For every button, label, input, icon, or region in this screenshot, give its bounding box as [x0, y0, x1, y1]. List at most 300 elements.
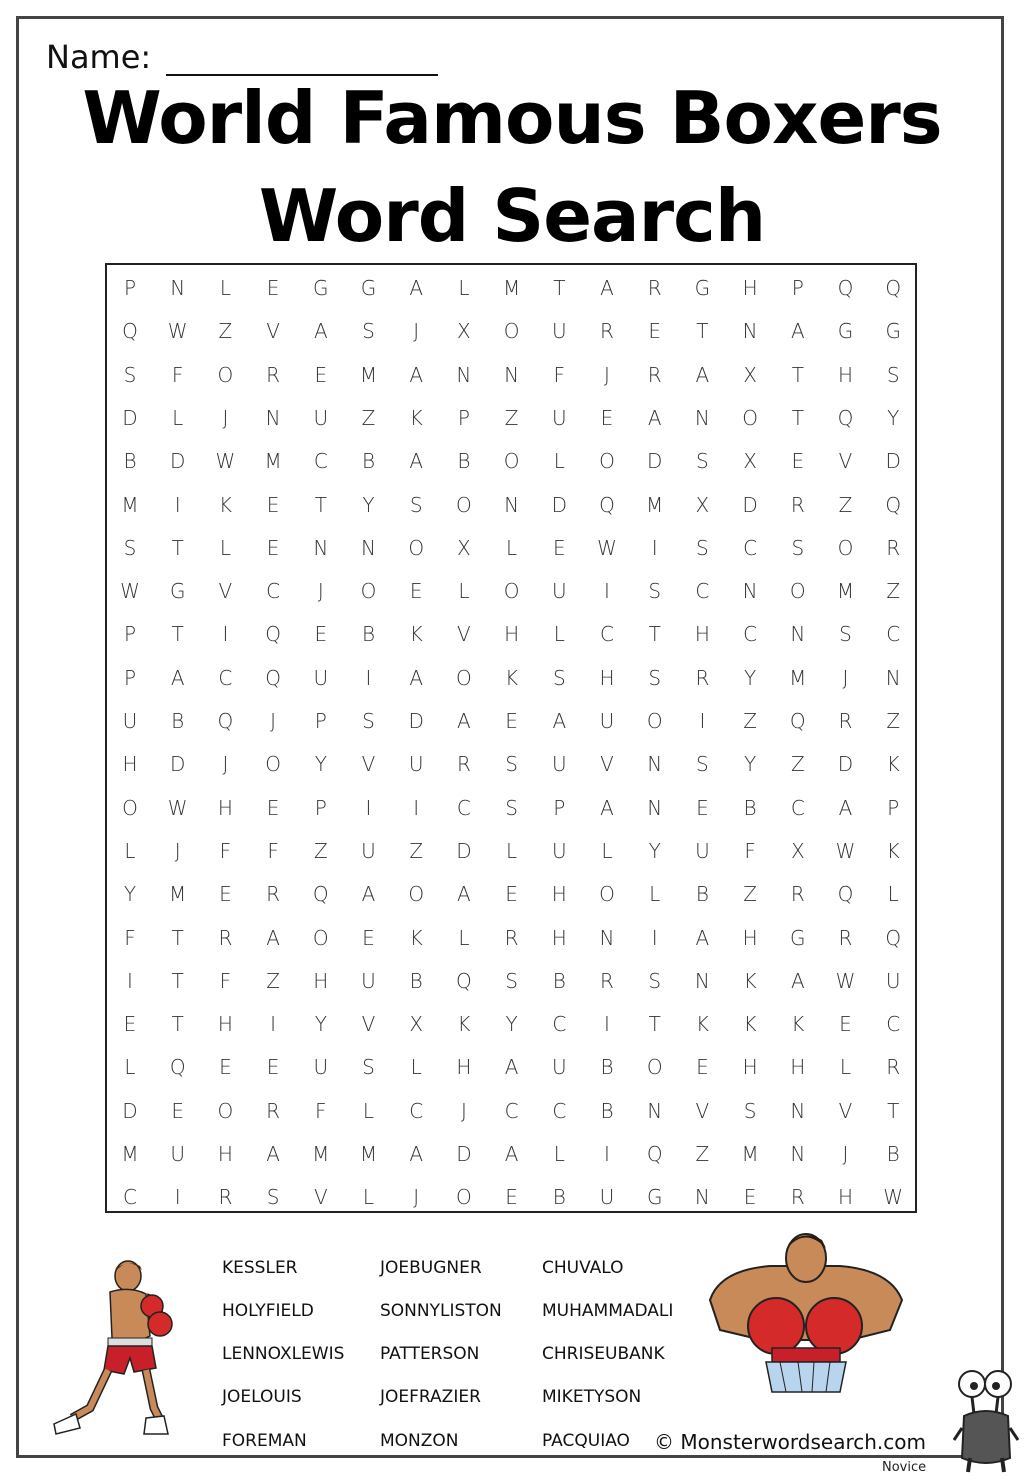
grid-letter[interactable]: Q — [456, 968, 472, 993]
grid-letter[interactable]: K — [409, 405, 423, 430]
grid-letter[interactable]: A — [695, 362, 710, 387]
grid-letter[interactable]: A — [313, 319, 328, 344]
grid-letter[interactable]: Y — [743, 665, 757, 690]
grid-letter[interactable]: X — [409, 1012, 424, 1037]
grid-letter[interactable]: C — [886, 622, 901, 647]
grid-letter[interactable]: E — [266, 535, 280, 560]
grid-letter[interactable]: L — [124, 838, 136, 863]
grid-letter[interactable]: K — [457, 1012, 471, 1037]
grid-letter[interactable]: K — [409, 622, 423, 647]
grid-letter[interactable]: I — [270, 1012, 277, 1037]
grid-letter[interactable]: R — [218, 925, 233, 950]
grid-letter[interactable]: E — [791, 449, 805, 474]
grid-letter[interactable]: R — [504, 925, 519, 950]
grid-letter[interactable]: Y — [314, 752, 327, 777]
grid-letter[interactable]: E — [219, 1055, 232, 1080]
grid-letter[interactable]: S — [696, 535, 709, 560]
grid-letter[interactable]: M — [359, 362, 378, 387]
grid-letter[interactable]: A — [695, 925, 710, 950]
grid-letter[interactable]: H — [742, 276, 758, 300]
grid-letter[interactable]: V — [838, 1098, 853, 1123]
grid-letter[interactable]: B — [123, 449, 137, 474]
grid-letter[interactable]: Q — [265, 665, 281, 690]
grid-letter[interactable]: R — [600, 968, 614, 993]
grid-letter[interactable]: Z — [313, 838, 328, 863]
grid-letter[interactable]: W — [835, 968, 856, 993]
grid-letter[interactable]: A — [600, 795, 614, 820]
grid-letter[interactable]: Z — [743, 709, 757, 733]
grid-letter[interactable]: L — [172, 405, 184, 430]
grid-letter[interactable]: D — [456, 1142, 472, 1166]
grid-letter[interactable]: Y — [362, 492, 375, 517]
grid-letter[interactable]: S — [123, 535, 137, 560]
grid-letter[interactable]: M — [789, 665, 807, 690]
grid-letter[interactable]: O — [217, 1098, 234, 1123]
grid-letter[interactable]: A — [409, 276, 424, 300]
grid-letter[interactable]: B — [743, 795, 757, 820]
grid-letter[interactable]: L — [458, 925, 470, 950]
grid-letter[interactable]: C — [266, 579, 281, 604]
grid-letter[interactable]: U — [551, 319, 567, 344]
grid-letter[interactable]: S — [839, 622, 852, 647]
grid-letter[interactable]: T — [648, 1012, 661, 1037]
grid-letter[interactable]: Y — [743, 752, 757, 777]
grid-letter[interactable]: G — [360, 276, 377, 300]
grid-letter[interactable]: S — [648, 665, 662, 690]
grid-letter[interactable]: I — [604, 1142, 610, 1166]
grid-letter[interactable]: L — [506, 535, 518, 560]
grid-letter[interactable]: L — [553, 1142, 565, 1166]
grid-letter[interactable]: O — [599, 882, 615, 907]
grid-letter[interactable]: C — [409, 1098, 424, 1123]
grid-letter[interactable]: M — [169, 882, 187, 907]
grid-letter[interactable]: T — [553, 276, 566, 300]
grid-letter[interactable]: Z — [838, 492, 853, 517]
grid-letter[interactable]: H — [694, 622, 710, 647]
grid-letter[interactable]: E — [600, 405, 614, 430]
grid-letter[interactable]: A — [170, 665, 185, 690]
grid-letter[interactable]: Z — [886, 709, 901, 733]
grid-letter[interactable]: N — [647, 1098, 663, 1123]
grid-letter[interactable]: Q — [837, 405, 854, 430]
grid-letter[interactable]: M — [836, 579, 855, 604]
grid-letter[interactable]: E — [696, 795, 709, 820]
grid-letter[interactable]: U — [551, 579, 567, 604]
grid-letter[interactable]: S — [409, 492, 423, 517]
grid-letter[interactable]: S — [505, 795, 518, 820]
grid-letter[interactable]: H — [217, 1012, 233, 1037]
grid-letter[interactable]: S — [362, 319, 375, 344]
grid-letter[interactable]: D — [456, 838, 472, 863]
grid-letter[interactable]: L — [553, 622, 565, 647]
grid-letter[interactable]: N — [790, 1142, 806, 1166]
grid-letter[interactable]: K — [409, 925, 423, 950]
grid-letter[interactable]: U — [170, 1142, 185, 1166]
grid-letter[interactable]: U — [361, 968, 376, 993]
grid-letter[interactable]: Y — [314, 1012, 327, 1037]
grid-letter[interactable]: W — [597, 535, 617, 560]
grid-letter[interactable]: V — [457, 622, 471, 647]
grid-letter[interactable]: E — [505, 1185, 518, 1210]
grid-letter[interactable]: D — [169, 752, 186, 777]
grid-letter[interactable]: P — [123, 665, 137, 690]
grid-letter[interactable]: L — [458, 579, 470, 604]
grid-letter[interactable]: J — [174, 838, 181, 863]
grid-letter[interactable]: F — [219, 968, 232, 993]
grid-letter[interactable]: B — [409, 968, 423, 993]
grid-letter[interactable]: L — [887, 882, 899, 907]
grid-letter[interactable]: G — [169, 579, 186, 604]
grid-letter[interactable]: H — [551, 925, 567, 950]
grid-letter[interactable]: Z — [743, 882, 757, 907]
grid-letter[interactable]: Q — [837, 882, 854, 907]
grid-letter[interactable]: O — [646, 709, 663, 733]
grid-letter[interactable]: J — [317, 579, 324, 604]
grid-letter[interactable]: T — [171, 622, 184, 647]
grid-letter[interactable]: O — [837, 535, 854, 560]
grid-letter[interactable]: I — [604, 579, 610, 604]
grid-letter[interactable]: T — [171, 968, 184, 993]
grid-letter[interactable]: I — [604, 1012, 610, 1037]
grid-letter[interactable]: U — [551, 838, 567, 863]
grid-letter[interactable]: N — [361, 535, 376, 560]
grid-letter[interactable]: W — [167, 319, 188, 344]
grid-letter[interactable]: S — [505, 752, 518, 777]
grid-letter[interactable]: E — [266, 276, 280, 300]
grid-letter[interactable]: L — [219, 276, 231, 300]
grid-letter[interactable]: X — [743, 362, 757, 387]
grid-letter[interactable]: H — [742, 925, 758, 950]
grid-letter[interactable]: X — [695, 492, 710, 517]
grid-letter[interactable]: P — [314, 795, 327, 820]
grid-letter[interactable]: J — [413, 1185, 420, 1210]
grid-letter[interactable]: I — [365, 665, 372, 690]
grid-letter[interactable]: G — [694, 276, 711, 300]
grid-letter[interactable]: H — [742, 1055, 758, 1080]
grid-letter[interactable]: Y — [505, 1012, 518, 1037]
grid-letter[interactable]: U — [599, 709, 615, 733]
grid-letter[interactable]: J — [222, 752, 229, 777]
grid-letter[interactable]: R — [456, 752, 471, 777]
grid-letter[interactable]: P — [314, 709, 327, 733]
grid-letter[interactable]: R — [218, 1185, 233, 1210]
grid-letter[interactable]: N — [265, 405, 281, 430]
grid-letter[interactable]: D — [742, 492, 758, 517]
grid-letter[interactable]: Q — [885, 276, 902, 300]
grid-letter[interactable]: K — [695, 1012, 709, 1037]
grid-letter[interactable]: K — [743, 968, 757, 993]
grid-letter[interactable]: P — [123, 276, 137, 300]
grid-letter[interactable]: U — [885, 968, 901, 993]
grid-letter[interactable]: L — [553, 449, 565, 474]
grid-letter[interactable]: S — [505, 968, 518, 993]
grid-letter[interactable]: J — [270, 709, 277, 733]
grid-letter[interactable]: Q — [789, 709, 806, 733]
grid-letter[interactable]: G — [313, 276, 329, 300]
grid-letter[interactable]: E — [314, 622, 328, 647]
grid-letter[interactable]: N — [694, 405, 710, 430]
grid-letter[interactable]: M — [741, 1142, 759, 1166]
grid-letter[interactable]: C — [790, 795, 805, 820]
grid-letter[interactable]: R — [266, 1098, 281, 1123]
grid-letter[interactable]: M — [502, 276, 521, 300]
grid-letter[interactable]: H — [504, 622, 520, 647]
grid-letter[interactable]: O — [217, 362, 234, 387]
grid-letter[interactable]: F — [744, 838, 756, 863]
grid-letter[interactable]: C — [552, 1098, 567, 1123]
grid-letter[interactable]: D — [885, 449, 901, 474]
grid-letter[interactable]: T — [791, 362, 804, 387]
grid-letter[interactable]: S — [648, 968, 662, 993]
grid-letter[interactable]: C — [456, 795, 471, 820]
grid-letter[interactable]: I — [222, 622, 229, 647]
grid-letter[interactable]: N — [647, 795, 663, 820]
grid-letter[interactable]: H — [837, 1185, 854, 1210]
grid-letter[interactable]: O — [456, 492, 472, 517]
grid-letter[interactable]: Z — [266, 968, 280, 993]
grid-letter[interactable]: Y — [887, 405, 900, 430]
grid-letter[interactable]: K — [743, 1012, 757, 1037]
grid-letter[interactable]: D — [122, 1098, 138, 1123]
grid-letter[interactable]: Q — [599, 492, 615, 517]
grid-letter[interactable]: L — [839, 1055, 852, 1080]
grid-letter[interactable]: R — [886, 1055, 901, 1080]
grid-letter[interactable]: Q — [169, 1055, 186, 1080]
grid-letter[interactable]: P — [887, 795, 900, 820]
grid-letter[interactable]: S — [123, 362, 137, 387]
grid-letter[interactable]: A — [790, 968, 805, 993]
grid-letter[interactable]: N — [504, 362, 520, 387]
grid-letter[interactable]: S — [552, 665, 566, 690]
grid-letter[interactable]: A — [266, 925, 280, 950]
grid-letter[interactable]: A — [409, 1142, 424, 1166]
grid-letter[interactable]: V — [695, 1098, 710, 1123]
grid-letter[interactable]: Z — [409, 838, 424, 863]
grid-letter[interactable]: V — [361, 752, 376, 777]
grid-letter[interactable]: R — [790, 492, 805, 517]
grid-letter[interactable]: R — [838, 925, 853, 950]
grid-letter[interactable]: H — [217, 795, 233, 820]
grid-letter[interactable]: L — [458, 276, 470, 300]
grid-letter[interactable]: Z — [218, 319, 233, 344]
grid-letter[interactable]: B — [171, 709, 185, 733]
grid-letter[interactable]: P — [457, 405, 470, 430]
grid-letter[interactable]: E — [409, 579, 423, 604]
grid-letter[interactable]: A — [600, 276, 614, 300]
grid-letter[interactable]: E — [839, 1012, 852, 1037]
grid-letter[interactable]: O — [265, 752, 281, 777]
grid-letter[interactable]: O — [646, 1055, 663, 1080]
grid-letter[interactable]: J — [222, 405, 229, 430]
grid-letter[interactable]: A — [457, 882, 471, 907]
grid-letter[interactable]: S — [743, 1098, 757, 1123]
grid-letter[interactable]: I — [127, 968, 133, 993]
grid-letter[interactable]: K — [505, 665, 519, 690]
grid-letter[interactable]: N — [694, 1185, 710, 1210]
grid-letter[interactable]: E — [314, 362, 328, 387]
grid-letter[interactable]: J — [604, 362, 610, 387]
grid-letter[interactable]: R — [647, 276, 662, 300]
grid-letter[interactable]: R — [790, 1185, 805, 1210]
grid-letter[interactable]: Z — [886, 579, 901, 604]
grid-letter[interactable]: A — [409, 449, 424, 474]
grid-letter[interactable]: W — [215, 449, 236, 474]
grid-letter[interactable]: M — [264, 449, 282, 474]
grid-letter[interactable]: U — [313, 1055, 329, 1080]
grid-letter[interactable]: R — [886, 535, 901, 560]
grid-letter[interactable]: A — [409, 665, 424, 690]
grid-letter[interactable]: H — [837, 362, 854, 387]
grid-letter[interactable]: O — [122, 795, 138, 820]
grid-letter[interactable]: E — [648, 319, 661, 344]
grid-letter[interactable]: S — [696, 752, 709, 777]
grid-letter[interactable]: P — [553, 795, 566, 820]
grid-letter[interactable]: L — [506, 838, 518, 863]
grid-letter[interactable]: O — [456, 1185, 472, 1210]
grid-letter[interactable]: E — [266, 1055, 280, 1080]
grid-letter[interactable]: N — [647, 752, 663, 777]
grid-letter[interactable]: Q — [646, 1142, 663, 1166]
grid-letter[interactable]: J — [413, 319, 420, 344]
grid-letter[interactable]: M — [312, 1142, 330, 1166]
grid-letter[interactable]: G — [837, 319, 854, 344]
grid-letter[interactable]: I — [413, 795, 420, 820]
grid-letter[interactable]: E — [219, 882, 232, 907]
grid-letter[interactable]: B — [457, 449, 471, 474]
grid-letter[interactable]: G — [885, 319, 901, 344]
grid-letter[interactable]: X — [457, 319, 471, 344]
grid-letter[interactable]: B — [886, 1142, 900, 1166]
grid-letter[interactable]: L — [649, 882, 661, 907]
grid-letter[interactable]: B — [552, 1185, 566, 1210]
grid-letter[interactable]: U — [551, 1055, 567, 1080]
grid-letter[interactable]: R — [600, 319, 614, 344]
grid-letter[interactable]: R — [790, 882, 805, 907]
grid-letter[interactable]: C — [886, 1012, 901, 1037]
grid-letter[interactable]: E — [696, 1055, 709, 1080]
grid-letter[interactable]: E — [743, 1185, 757, 1210]
grid-letter[interactable]: V — [313, 1185, 328, 1210]
grid-letter[interactable]: R — [695, 665, 710, 690]
grid-letter[interactable]: N — [599, 925, 615, 950]
grid-letter[interactable]: T — [696, 319, 709, 344]
grid-letter[interactable]: S — [696, 449, 709, 474]
grid-letter[interactable]: O — [503, 579, 520, 604]
grid-letter[interactable]: Z — [790, 752, 805, 777]
grid-letter[interactable]: T — [171, 925, 184, 950]
grid-letter[interactable]: G — [646, 1185, 663, 1210]
grid-letter[interactable]: R — [266, 362, 281, 387]
grid-letter[interactable]: X — [457, 535, 471, 560]
grid-letter[interactable]: U — [313, 405, 329, 430]
grid-letter[interactable]: T — [171, 1012, 184, 1037]
grid-letter[interactable]: C — [218, 665, 233, 690]
grid-letter[interactable]: I — [174, 1185, 181, 1210]
grid-letter[interactable]: S — [266, 1185, 280, 1210]
grid-letter[interactable]: S — [886, 362, 900, 387]
grid-letter[interactable]: O — [503, 449, 520, 474]
grid-letter[interactable]: M — [121, 492, 139, 517]
grid-letter[interactable]: E — [171, 1098, 184, 1123]
grid-letter[interactable]: G — [790, 925, 806, 950]
grid-letter[interactable]: X — [743, 449, 757, 474]
grid-letter[interactable]: O — [312, 925, 329, 950]
grid-letter[interactable]: F — [553, 362, 566, 387]
grid-letter[interactable]: D — [122, 405, 138, 430]
grid-letter[interactable]: E — [505, 709, 518, 733]
grid-letter[interactable]: S — [362, 1055, 375, 1080]
grid-letter[interactable]: M — [121, 1142, 139, 1166]
grid-letter[interactable]: N — [742, 319, 758, 344]
grid-letter[interactable]: A — [266, 1142, 280, 1166]
grid-letter[interactable]: Z — [504, 405, 519, 430]
grid-letter[interactable]: Q — [885, 925, 902, 950]
grid-letter[interactable]: L — [410, 1055, 422, 1080]
grid-letter[interactable]: J — [842, 665, 849, 690]
grid-letter[interactable]: Q — [265, 622, 281, 647]
grid-letter[interactable]: E — [362, 925, 375, 950]
grid-letter[interactable]: O — [408, 535, 425, 560]
grid-letter[interactable]: A — [552, 709, 567, 733]
grid-letter[interactable]: C — [743, 622, 758, 647]
grid-letter[interactable]: A — [504, 1055, 519, 1080]
grid-letter[interactable]: B — [600, 1055, 614, 1080]
grid-letter[interactable]: K — [886, 752, 900, 777]
grid-letter[interactable]: A — [790, 319, 805, 344]
grid-letter[interactable]: Q — [312, 882, 329, 907]
grid-letter[interactable]: F — [171, 362, 184, 387]
grid-letter[interactable]: B — [695, 882, 709, 907]
grid-letter[interactable]: T — [171, 535, 184, 560]
grid-letter[interactable]: Q — [837, 276, 854, 300]
grid-letter[interactable]: N — [313, 535, 329, 560]
grid-letter[interactable]: B — [552, 968, 566, 993]
grid-letter[interactable]: E — [123, 1012, 137, 1037]
grid-letter[interactable]: C — [552, 1012, 567, 1037]
grid-letter[interactable]: T — [791, 405, 804, 430]
grid-letter[interactable]: A — [504, 1142, 519, 1166]
grid-letter[interactable]: O — [456, 665, 472, 690]
grid-letter[interactable]: C — [313, 449, 328, 474]
grid-letter[interactable]: W — [167, 795, 188, 820]
grid-letter[interactable]: F — [315, 1098, 327, 1123]
grid-letter[interactable]: V — [600, 752, 614, 777]
grid-letter[interactable]: L — [219, 535, 231, 560]
grid-letter[interactable]: B — [600, 1098, 614, 1123]
grid-letter[interactable]: H — [551, 882, 567, 907]
grid-letter[interactable]: H — [122, 752, 138, 777]
grid-letter[interactable]: L — [601, 838, 613, 863]
grid-letter[interactable]: U — [408, 752, 424, 777]
grid-letter[interactable]: U — [695, 838, 710, 863]
grid-letter[interactable]: I — [699, 709, 706, 733]
grid-letter[interactable]: V — [266, 319, 280, 344]
grid-letter[interactable]: I — [651, 925, 658, 950]
grid-letter[interactable]: M — [646, 492, 664, 517]
grid-letter[interactable]: Q — [122, 319, 138, 344]
grid-letter[interactable]: B — [361, 622, 376, 647]
grid-letter[interactable]: C — [600, 622, 614, 647]
grid-letter[interactable]: O — [742, 405, 758, 430]
grid-letter[interactable]: R — [838, 709, 853, 733]
grid-letter[interactable]: M — [359, 1142, 378, 1166]
grid-letter[interactable]: Q — [885, 492, 902, 517]
grid-letter[interactable]: K — [886, 838, 900, 863]
grid-letter[interactable]: D — [837, 752, 854, 777]
grid-letter[interactable]: F — [219, 838, 232, 863]
grid-letter[interactable]: D — [551, 492, 567, 517]
grid-letter[interactable]: U — [122, 709, 138, 733]
